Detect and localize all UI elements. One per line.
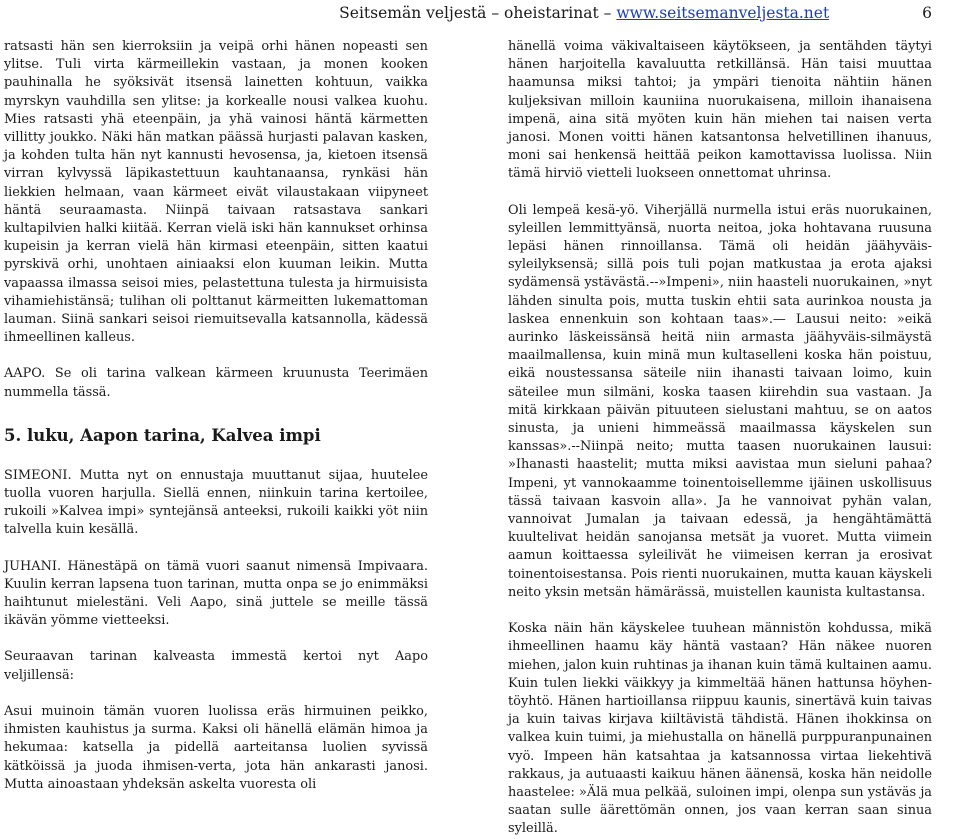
right-column: [508, 38, 932, 839]
paragraph: Seuraavan tarinan kalveasta immestä kertoi nyt Aapo veljillensä:: [4, 649, 428, 683]
page-header: [339, 4, 932, 22]
chapter-heading: 5. luku, Aapon tarina, Kalvea impi: [4, 425, 321, 445]
paragraph: SIMEONI. Mutta nyt on ennustaja muuttanut sijaa, huutelee tuolla vuoren harjulla. Siellä ennen, niinkuin tarina kertoilee, rukoili »Kalvea impi» syntejänsä anteeksi, rukoili kaikki yöt niin talvella kuin kesällä.: [4, 467, 428, 538]
paragraph: hänellä voima väkivaltaiseen käytökseen, ja sentähden täytyi hänen harjoitella kavaluutta retkillänsä. Hän taisi muuttaa haamunsa miksi tahtoi; ja ympäri tienoita nähtiin hänen kuljeksivan milloin kauniina nuorukaisena, milloin ihanaisena impenä, aina sitä myöten kuin hän miehen tai naisen verta janosi. Monen voitti hänen katsantonsa helvetillinen ihanuus, moni sai henkensä heittää peikon kamottavissa luolissa. Niin tämä hirviö vietteli luokseen onnettomat uhrinsa.: [508, 39, 932, 182]
left-column: [4, 38, 428, 794]
paragraph: Oli lempeä kesä-yö. Viherjällä nurmella istui eräs nuorukainen, syleillen lemmittyänsä, nuorta neitoa, joka hohtavana ruusuna lepäsi hänen rinnoillansa. Tämä oli heidän jäähyväis-syleilyksensä; sillä pois tuli pojan matkustaa ja erota ajaksi sydämensä ystävästä.--»Impeni», niin haasteli nuorukainen, »nyt lähden sinulta pois, mutta tuskin ehtii sata aurinkoa nousta ja laskea ennenkuin son kohtaan taas».— Lausui neito: »eikä aurinko läskeissänsä heitä niin armasta jäähyväis-silmäystä maailmallensa, kuin minä mun kultaselleni koska hän poistuu, eikä noustessansa säteile niin ihanasti taivaan loimo, kuin säteilee mun silmäni, koska taasen kiirehdin sua vastaan. Ja mitä kirkkaan päivän pituuteen sielustani mahtuu, se on aatos sinusta, ja unieni himmeässä maailmassa käyskelen sun kanssas».--Niinpä neito; mutta taasen nuorukainen lausui: »Ihanasti haastelit; mutta miksi aavistaa mun sieluni pahaa? Impeni, yt vannokaamme toinentoisellemme ijäinen uskollisuus tässä taivaan kasvoin alla». Ja he vannoivat pyhän valan, vannoivat Jumalan ja taivaan edessä, ja hengähtämättä kuultelivat heidän sanojansa metsät ja vuoret. Mutta viimein aamun koittaessa syleilivät he viimeisen kerran ja erosivat toinentoisestansa. Pois rienti nuorukainen, mutta kauan käyskeli neito yksin metsän hämärässä, muistellen kaunista kultastansa.: [508, 202, 932, 600]
paragraph: Koska näin hän käyskelee tuuhean männistön kohdussa, mikä ihmeellinen haamu käy häntä vastaan? Hän näkee nuoren miehen, jalon kuin ruhtinas ja ihanan kuin tämä kultainen aamu. Kuin tulen liekki väikkyy ja kimmeltää hänen hattunsa höyhen-töyhtö. Hänen hartioillansa riippuu kaunis, sinertävä kuin taivas ja kuin taivas kirjava kiiltävistä tähdistä. Hänen ihokkinsa on valkea kuin tuimi, ja miehustalla on hänellä purppuranpunainen vyö. Impeen hän katsahtaa ja katsannossa virtaa liekehtivä rakkaus, ja autuaasti kaikuu hänen äänensä, koska hän neidolle haastelee: »Älä mua pelkää, suloinen impi, olenpa sun ystäväs ja saatan sulle äärettömän onnen, jos vaan kerran saan sinua syleillä.: [508, 621, 932, 837]
paragraph: Asui muinoin tämän vuoren luolissa eräs hirmuinen peikko, ihmisten kauhistus ja surma. Kaksi oli hänellä elämän himoa ja hekumaa: katsella ja pidellä aarteitansa luolien syvissä kätköissä ja juoda ihmisen-verta, jota hän ankarasti janosi. Mutta ainoastaan yhdeksän askelta vuoresta oli: [4, 703, 428, 792]
page-number: 6: [922, 4, 932, 22]
paragraph: JUHANI. Hänestäpä on tämä vuori saanut nimensä Impivaara. Kuulin kerran lapsena tuon tarinan, mutta onpa se jo enimmäksi haihtunut mielestäni. Veli Aapo, sinä juttele se meille tässä ikävän yömme vietteeksi.: [4, 558, 428, 629]
header-link[interactable]: www.seitsemanveljesta.net: [616, 4, 830, 22]
header-title: Seitsemän veljestä – oheistarinat –: [339, 4, 612, 22]
paragraph: AAPO. Se oli tarina valkean kärmeen kruunusta Teerimäen nummella tässä.: [4, 366, 428, 400]
paragraph: ratsasti hän sen kierroksiin ja veipä orhi hänen nopeasti sen ylitse. Tuli virta kärmeillekin vastaan, ja monen kooken pauhinalla he syöksivät itsensä lainetten kohtuun, vaikka myrskyn vauhdilla sen ylitse: ja korkealle nousi valkea kuohu. Mies ratsasti yhä eteenpäin, ja yhä vainosi häntä kärmetten villitty joukko. Näki hän matkan päässä hurjasti palavan kasken, ja kohden tulta hän nyt kannusti hevosensa, ja, kietoen itsensä virran kylvyssä läpikastettuun kauhtanaansa, rynkäsi hän liekkien helmaan, vaan kärmeet eivät vilaustakaan viipyneet häntä seuraamasta. Niinpä taivaan ratsastava sankari kultapilvien halki kiitää. Kerran vielä iski hän kannukset orhinsa kupeisin ja kerran vielä hän kirmasi eteenpäin, sitten kaatui pyrskivä orhi, unohtaen ainiaaksi elon kuuman leikin. Mutta vapaassa ilmassa seisoi mies, pelastettuna tulesta ja hirmuisista vihamiehistänsä; tulihan oli polttanut kärmeitten lukemattoman lauman. Siinä sankari seisoi riemuitsevalla katsannolla, kädessä ihmeellinen kalleus.: [4, 39, 428, 346]
